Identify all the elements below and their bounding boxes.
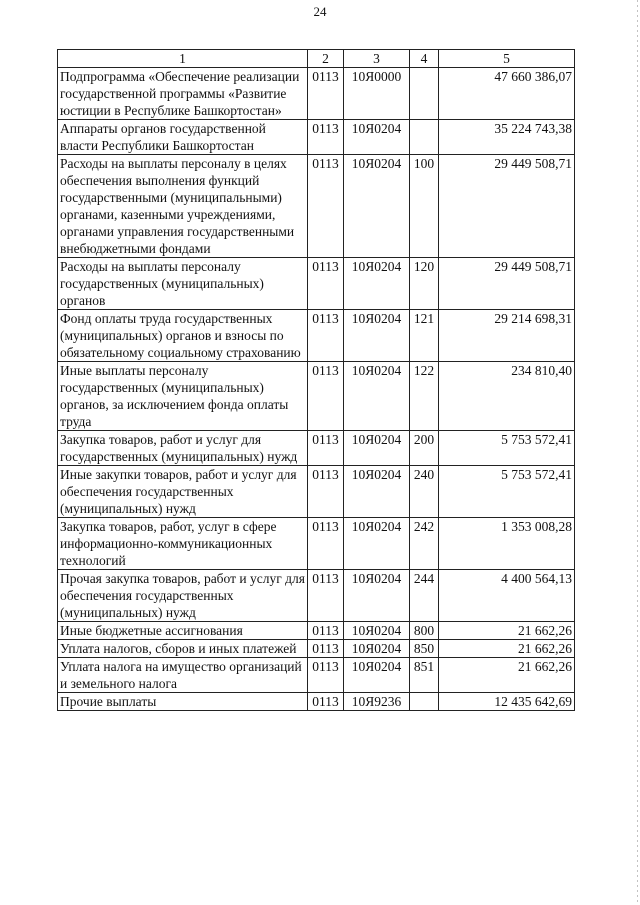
table-row [58,68,575,120]
budget-table [57,49,575,711]
row-amount: 234 810,40 [439,362,575,431]
row-article: 10Я0204 [344,155,410,258]
row-amount: 21 662,26 [439,658,575,693]
row-article: 10Я0204 [344,640,410,658]
row-kind: 240 [410,466,439,518]
row-section: 0113 [308,155,344,258]
row-kind: 851 [410,658,439,693]
row-amount: 21 662,26 [439,622,575,640]
row-kind: 242 [410,518,439,570]
row-amount: 21 662,26 [439,640,575,658]
row-section: 0113 [308,570,344,622]
table-row [58,570,575,622]
row-article: 10Я0204 [344,310,410,362]
table-row [58,693,575,711]
table-row [58,466,575,518]
row-name: Закупка товаров, работ и услуг для государственных (муниципальных) нужд [58,431,308,466]
row-name: Расходы на выплаты персоналу в целях обеспечения выполнения функций государственными (муниципальными) органами, казенными учреждениями, органами управления государственными внебюджетными фондами [58,155,308,258]
row-section: 0113 [308,258,344,310]
row-kind [410,693,439,711]
row-kind: 122 [410,362,439,431]
row-kind [410,120,439,155]
row-name: Аппараты органов государственной власти Республики Башкортостан [58,120,308,155]
row-article: 10Я0204 [344,120,410,155]
table-row [58,640,575,658]
table-header [58,50,575,68]
row-name: Иные выплаты персоналу государственных (муниципальных) органов, за исключением фонда оплаты труда [58,362,308,431]
row-article: 10Я0204 [344,466,410,518]
table-body [58,68,575,711]
row-kind [410,68,439,120]
row-article: 10Я0204 [344,258,410,310]
row-amount: 29 214 698,31 [439,310,575,362]
row-kind: 800 [410,622,439,640]
row-name: Иные бюджетные ассигнования [58,622,308,640]
row-amount: 5 753 572,41 [439,466,575,518]
row-article: 10Я0204 [344,431,410,466]
row-article: 10Я0204 [344,658,410,693]
table-row [58,622,575,640]
row-article: 10Я0204 [344,518,410,570]
row-name: Уплата налогов, сборов и иных платежей [58,640,308,658]
row-article: 10Я0000 [344,68,410,120]
row-amount: 12 435 642,69 [439,693,575,711]
row-section: 0113 [308,466,344,518]
row-kind: 120 [410,258,439,310]
row-kind: 121 [410,310,439,362]
row-section: 0113 [308,120,344,155]
row-section: 0113 [308,310,344,362]
row-amount: 5 753 572,41 [439,431,575,466]
scan-edge-decoration [637,0,638,905]
table-row [58,258,575,310]
row-section: 0113 [308,68,344,120]
table-row [58,431,575,466]
header-col-5: 5 [439,50,575,68]
row-amount: 35 224 743,38 [439,120,575,155]
row-amount: 4 400 564,13 [439,570,575,622]
row-section: 0113 [308,622,344,640]
row-name: Фонд оплаты труда государственных (муниципальных) органов и взносы по обязательному социальному страхованию [58,310,308,362]
header-col-3: 3 [344,50,410,68]
row-amount: 29 449 508,71 [439,155,575,258]
table-row [58,362,575,431]
row-section: 0113 [308,658,344,693]
page-number: 24 [313,4,327,19]
row-article: 10Я0204 [344,362,410,431]
row-amount: 1 353 008,28 [439,518,575,570]
row-article: 10Я0204 [344,570,410,622]
row-name: Прочая закупка товаров, работ и услуг для обеспечения государственных (муниципальных) нужд [58,570,308,622]
table-row [58,120,575,155]
row-article: 10Я9236 [344,693,410,711]
row-name: Прочие выплаты [58,693,308,711]
row-article: 10Я0204 [344,622,410,640]
row-section: 0113 [308,362,344,431]
row-section: 0113 [308,640,344,658]
table-row [58,658,575,693]
row-name: Подпрограмма «Обеспечение реализации государственной программы «Развитие юстиции в Республике Башкортостан» [58,68,308,120]
table-row [58,310,575,362]
row-name: Закупка товаров, работ, услуг в сфере информационно-коммуникационных технологий [58,518,308,570]
row-name: Расходы на выплаты персоналу государственных (муниципальных) органов [58,258,308,310]
row-kind: 850 [410,640,439,658]
header-row [58,50,575,68]
header-col-2: 2 [308,50,344,68]
table-row [58,518,575,570]
row-name: Уплата налога на имущество организаций и земельного налога [58,658,308,693]
row-amount: 29 449 508,71 [439,258,575,310]
row-name: Иные закупки товаров, работ и услуг для обеспечения государственных (муниципальных) нужд [58,466,308,518]
row-kind: 100 [410,155,439,258]
row-amount: 47 660 386,07 [439,68,575,120]
row-section: 0113 [308,431,344,466]
row-kind: 200 [410,431,439,466]
row-kind: 244 [410,570,439,622]
table-row [58,155,575,258]
row-section: 0113 [308,693,344,711]
row-section: 0113 [308,518,344,570]
header-col-4: 4 [410,50,439,68]
header-col-1: 1 [58,50,308,68]
